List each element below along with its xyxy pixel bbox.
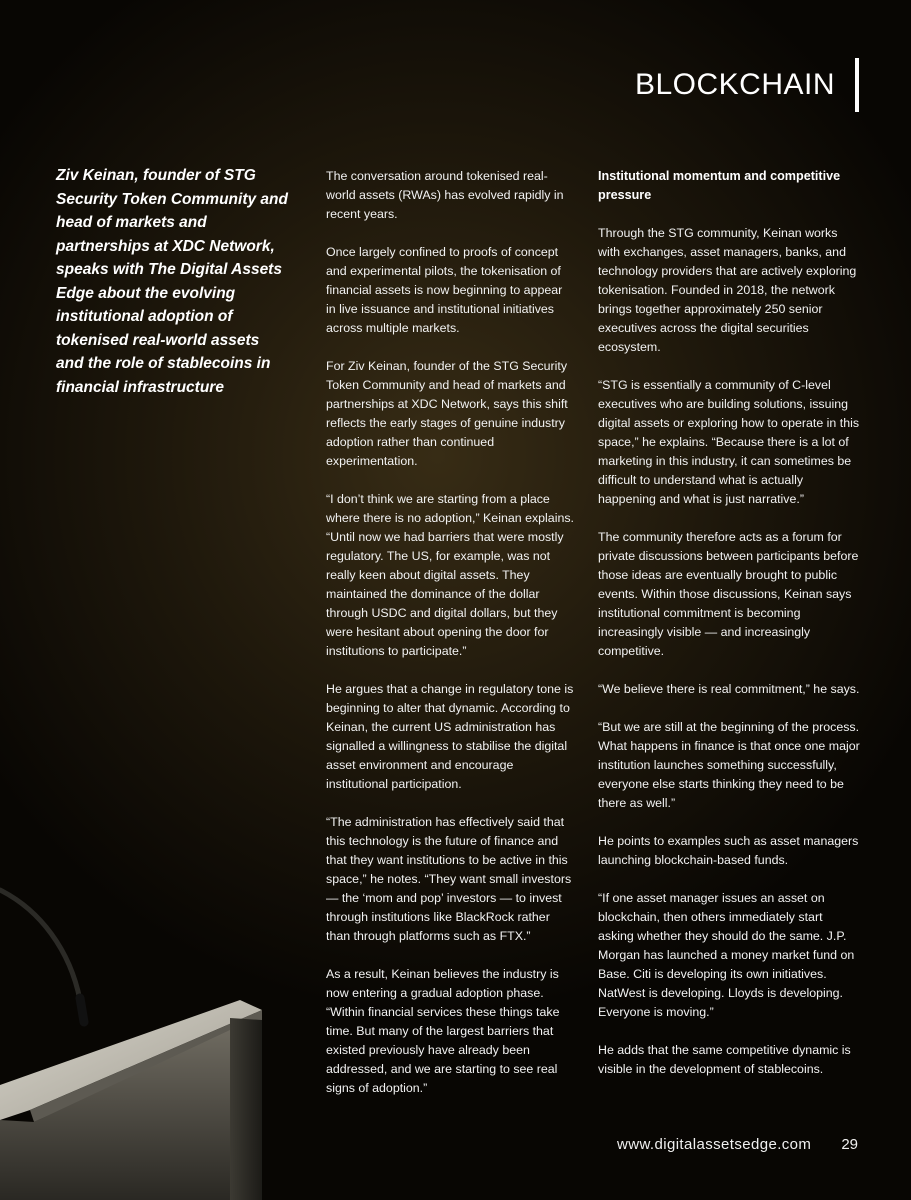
paragraph: “STG is essentially a community of C-level executives who are building solutions, issuing digital assets or exploring how to operate in this space,” he explains. “Because there is a lot of marketing in this industry, it can sometimes be difficult to understand what is actually happening and what is just narrative.” (598, 378, 860, 506)
paragraph: “We believe there is real commitment,” he says. (598, 682, 860, 696)
article-column-1 (326, 167, 574, 1117)
paragraph: He points to examples such as asset managers launching blockchain-based funds. (598, 834, 859, 867)
paragraph: “The administration has effectively said that this technology is the future of finance and that they want institutions to be active in this space,” he notes. “They want small investors — the ‘mom and pop’ investors — to invest through institutions like BlackRock rather than through platforms such as FTX.” (326, 815, 572, 943)
paragraph: The conversation around tokenised real-world assets (RWAs) has evolved rapidly in recent years. (326, 169, 564, 221)
paragraph: “If one asset manager issues an asset on blockchain, then others immediately start asking whether they should do the same. J.P. Morgan has launched a money market fund on Base. Citi is developing its own initiatives. NatWest is developing. Lloyds is developing. Everyone is moving.” (598, 891, 855, 1019)
paragraph: As a result, Keinan believes the industry is now entering a gradual adoption phase. “Within financial services these things take time. But many of the largest barriers that existed previously have already been addressed, and we are starting to see real signs of adoption.” (326, 967, 560, 1095)
article-column-2 (598, 167, 860, 1098)
page-footer (617, 1136, 858, 1153)
paragraph: “But we are still at the beginning of the process. What happens in finance is that once one major institution launches something successfully, everyone else starts thinking they need to be there as well.” (598, 720, 860, 810)
website-url: www.digitalassetsedge.com (617, 1136, 812, 1153)
subheading: Institutional momentum and competitive pressure (598, 169, 841, 202)
section-divider-bar (855, 58, 859, 112)
microphone-head (80, 998, 84, 1022)
page-number: 29 (841, 1136, 858, 1153)
lectern-side (230, 1018, 262, 1200)
paragraph: Through the STG community, Keinan works with exchanges, asset managers, banks, and technology providers that are actively exploring tokenisation. Founded in 2018, the network brings together approximately 250 senior executives across the digital securities ecosystem. (598, 226, 857, 354)
microphone-stand (0, 890, 82, 1018)
paragraph: He adds that the same competitive dynamic is visible in the development of stablecoins. (598, 1043, 851, 1076)
paragraph: Once largely confined to proofs of concept and experimental pilots, the tokenisation of financial assets is now beginning to appear in live issuance and institutional initiatives across multiple markets. (326, 245, 563, 335)
lectern-illustration (0, 880, 320, 1200)
paragraph: He argues that a change in regulatory tone is beginning to alter that dynamic. According to Keinan, the current US administration has signalled a willingness to stabilise the digital asset environment and encourage institutional participation. (326, 682, 574, 791)
paragraph: The community therefore acts as a forum for private discussions between participants before those ideas are eventually brought to public events. Within those discussions, Keinan says institutional commitment is becoming increasingly visible — and increasingly competitive. (598, 530, 859, 658)
article-standfirst: Ziv Keinan, founder of STG Security Token Community and head of markets and partnerships at XDC Network, speaks with The Digital Assets Edge about the evolving institutional adoption of tokenised real-world assets and the role of stablecoins in financial infrastructure (56, 167, 288, 396)
paragraph: “I don’t think we are starting from a place where there is no adoption,” Keinan explains. “Until now we had barriers that were mostly regulatory. The US, for example, was not really keen about digital assets. They maintained the dominance of the dollar through USDC and digital dollars, but they were hesitant about opening the door for institutions to participate.” (326, 492, 574, 658)
section-title: BLOCKCHAIN (634, 68, 835, 101)
section-header (635, 58, 859, 112)
paragraph: For Ziv Keinan, founder of the STG Security Token Community and head of markets and partnerships at XDC Network, says this shift reflects the early stages of genuine industry adoption rather than continued experimentation. (326, 359, 568, 468)
